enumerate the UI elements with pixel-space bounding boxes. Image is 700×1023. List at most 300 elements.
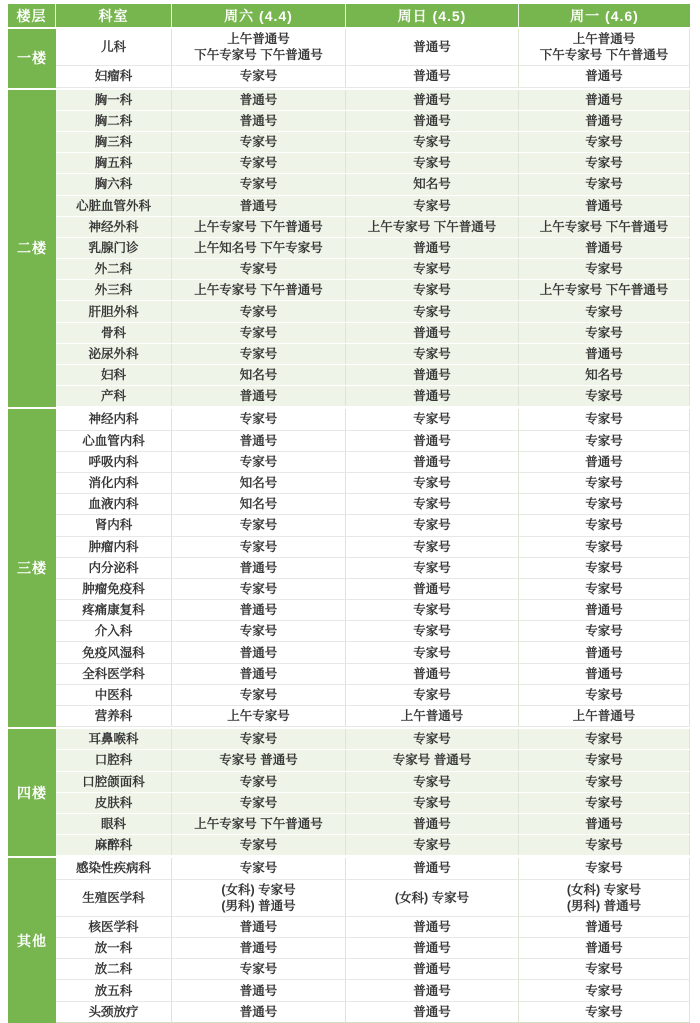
ticket-type-text: 普通号 <box>585 346 623 361</box>
ticket-type-cell <box>519 772 690 792</box>
ticket-type-text: 上午普通号 <box>227 32 290 47</box>
department-cell: 肾内科 <box>56 515 172 535</box>
ticket-type-text: 普通号 <box>413 368 451 383</box>
floor-rows <box>56 858 690 1023</box>
ticket-type-cell <box>172 90 346 110</box>
table-header-row <box>8 4 690 27</box>
ticket-type-text: 普通号 <box>239 941 278 956</box>
ticket-type-text: 专家号 <box>585 476 623 491</box>
ticket-type-cell <box>519 729 690 749</box>
floor-label: 二楼 <box>8 90 56 408</box>
department-cell: 外三科 <box>56 280 172 300</box>
ticket-type-text: 普通号 <box>413 433 451 448</box>
table-row <box>56 642 690 663</box>
table-row <box>56 153 690 174</box>
ticket-type-cell <box>519 280 690 300</box>
ticket-type-text: 普通号 <box>585 920 623 934</box>
ticket-type-cell <box>346 938 519 958</box>
ticket-type-text: 普通号 <box>413 92 451 107</box>
ticket-type-text: 普通号 <box>239 433 278 448</box>
ticket-type-cell <box>346 494 519 514</box>
ticket-type-text: 专家号 <box>585 177 623 192</box>
ticket-type-cell <box>346 515 519 535</box>
ticket-type-cell <box>172 537 346 557</box>
department-cell: 介入科 <box>56 621 172 641</box>
ticket-type-cell <box>346 66 519 86</box>
ticket-type-text: 普通号 <box>413 581 451 596</box>
table-row <box>56 814 690 835</box>
ticket-type-cell <box>172 111 346 131</box>
ticket-type-text: 专家号 <box>413 645 451 660</box>
department-cell: 头颈放疗 <box>56 1002 172 1022</box>
ticket-type-cell <box>519 814 690 834</box>
table-row <box>56 196 690 217</box>
department-cell: 感染性疾病科 <box>56 858 172 878</box>
ticket-type-cell <box>519 431 690 451</box>
ticket-type-text: 普通号 <box>239 92 278 107</box>
ticket-type-text: 普通号 <box>239 560 278 575</box>
ticket-type-cell <box>172 938 346 958</box>
ticket-type-text: 专家号 <box>585 838 623 853</box>
ticket-type-cell <box>519 793 690 813</box>
ticket-type-cell <box>346 259 519 279</box>
table-row <box>56 386 690 407</box>
department-cell: 消化内科 <box>56 473 172 493</box>
department-cell: 神经内科 <box>56 409 172 429</box>
ticket-type-text: 专家号 <box>413 476 451 491</box>
ticket-type-text: 上午专家号 下午普通号 <box>539 283 669 298</box>
ticket-type-text: 专家号 <box>585 861 623 876</box>
ticket-type-cell <box>346 664 519 684</box>
ticket-type-text: 专家号 <box>239 412 278 427</box>
ticket-type-text: 专家号 <box>413 346 451 361</box>
ticket-type-cell <box>519 473 690 493</box>
ticket-type-text: 普通号 <box>585 240 623 255</box>
ticket-type-text: 专家号 <box>585 412 623 427</box>
ticket-type-text: 上午普通号 <box>400 709 464 724</box>
department-cell: 眼科 <box>56 814 172 834</box>
table-row <box>56 938 690 959</box>
table-row <box>56 29 690 66</box>
ticket-type-cell <box>172 431 346 451</box>
ticket-type-cell <box>172 217 346 237</box>
ticket-type-text: 专家号 <box>413 412 451 427</box>
ticket-type-text: 普通号 <box>239 389 278 404</box>
ticket-type-text: 专家号 <box>413 560 451 575</box>
ticket-type-text: 专家号 <box>585 983 623 998</box>
ticket-type-text: 专家号 <box>239 69 278 84</box>
table-row <box>56 1002 690 1023</box>
ticket-type-text: 专家号 <box>585 732 623 747</box>
department-cell: 血液内科 <box>56 494 172 514</box>
ticket-type-text: 普通号 <box>585 817 623 832</box>
ticket-type-text: 专家号 <box>413 304 451 319</box>
ticket-type-cell <box>172 858 346 878</box>
table-row <box>56 452 690 473</box>
ticket-type-text: 上午普通号 <box>572 709 636 724</box>
ticket-type-text: 专家号 <box>239 861 278 876</box>
ticket-type-cell <box>519 90 690 110</box>
ticket-type-cell <box>172 917 346 937</box>
ticket-type-cell <box>172 153 346 173</box>
table-row <box>56 685 690 706</box>
ticket-type-text: 上午普通号 <box>572 32 636 47</box>
table-row <box>56 750 690 771</box>
floor-group <box>8 90 690 408</box>
ticket-type-text: 专家号 <box>413 518 451 533</box>
department-cell: 放二科 <box>56 959 172 979</box>
ticket-type-text: 专家号 <box>239 795 278 810</box>
ticket-type-cell <box>172 280 346 300</box>
ticket-type-cell <box>519 1002 690 1022</box>
ticket-type-text: 专家号 <box>239 838 278 853</box>
department-cell: 口腔颌面科 <box>56 772 172 792</box>
ticket-type-text: (男科) 普通号 <box>221 898 296 913</box>
ticket-type-cell <box>519 537 690 557</box>
ticket-type-cell <box>519 664 690 684</box>
ticket-type-text: 专家号 <box>239 135 278 150</box>
table-row <box>56 90 690 111</box>
ticket-type-cell <box>346 642 519 662</box>
ticket-type-cell <box>346 111 519 131</box>
ticket-type-text: 普通号 <box>413 240 451 255</box>
table-row <box>56 280 690 301</box>
ticket-type-text: 普通号 <box>413 113 451 128</box>
table-row <box>56 858 690 879</box>
header-sunday: 周日 (4.5) <box>346 4 519 27</box>
ticket-type-text: 专家号 <box>585 135 623 150</box>
ticket-type-cell <box>172 365 346 385</box>
ticket-type-cell <box>346 1002 519 1022</box>
ticket-type-text: 知名号 <box>239 368 278 383</box>
table-row <box>56 515 690 536</box>
table-row <box>56 66 690 87</box>
ticket-type-cell <box>519 196 690 216</box>
ticket-type-text: 专家号 <box>239 304 278 319</box>
floor-group <box>8 29 690 88</box>
table-row <box>56 980 690 1001</box>
ticket-type-text: 专家号 <box>413 795 451 810</box>
table-row <box>56 132 690 153</box>
table-row <box>56 537 690 558</box>
ticket-type-text: (女科) 专家号 <box>221 882 296 897</box>
ticket-type-text: 下午专家号 下午普通号 <box>539 48 669 63</box>
header-monday: 周一 (4.6) <box>519 4 690 27</box>
ticket-type-cell <box>519 515 690 535</box>
ticket-type-cell <box>346 600 519 620</box>
ticket-type-text: 专家号 <box>239 774 278 789</box>
department-cell: 营养科 <box>56 706 172 726</box>
ticket-type-text: 专家号 <box>413 497 451 512</box>
ticket-type-text: 专家号 <box>239 518 278 533</box>
ticket-type-text: 普通号 <box>413 983 451 998</box>
ticket-type-text: 普通号 <box>413 40 451 55</box>
department-cell: 泌尿外科 <box>56 344 172 364</box>
department-cell: 疼痛康复科 <box>56 600 172 620</box>
ticket-type-cell <box>346 217 519 237</box>
ticket-type-text: 专家号 <box>239 156 278 171</box>
ticket-type-cell <box>346 174 519 194</box>
ticket-type-cell <box>172 238 346 258</box>
table-row <box>56 217 690 238</box>
ticket-type-text: 专家号 <box>585 518 623 533</box>
ticket-type-cell <box>346 409 519 429</box>
table-row <box>56 600 690 621</box>
floor-group <box>8 729 690 856</box>
department-cell: 肿瘤内科 <box>56 537 172 557</box>
ticket-type-cell <box>346 706 519 726</box>
ticket-type-cell <box>346 90 519 110</box>
ticket-type-text: 普通号 <box>413 861 451 876</box>
ticket-type-text: 普通号 <box>585 603 623 618</box>
ticket-type-text: (女科) 专家号 <box>566 882 642 897</box>
ticket-type-text: 专家号 <box>413 774 451 789</box>
ticket-type-text: 普通号 <box>239 645 278 660</box>
ticket-type-text: 普通号 <box>239 666 278 681</box>
ticket-type-text: 专家号 <box>585 962 623 977</box>
ticket-type-text: 上午专家号 下午普通号 <box>194 219 323 234</box>
department-cell: 妇科 <box>56 365 172 385</box>
ticket-type-cell <box>346 772 519 792</box>
department-cell: 放五科 <box>56 980 172 1000</box>
ticket-type-cell <box>172 793 346 813</box>
ticket-type-text: 专家号 <box>413 539 451 554</box>
table-row <box>56 494 690 515</box>
ticket-type-cell <box>172 685 346 705</box>
department-cell: 放一科 <box>56 938 172 958</box>
ticket-type-text: 知名号 <box>585 368 623 383</box>
ticket-type-text: 专家号 <box>413 624 451 639</box>
ticket-type-cell <box>519 959 690 979</box>
ticket-type-cell <box>346 917 519 937</box>
ticket-type-text: 上午知名号 下午专家号 <box>194 240 323 255</box>
table-row <box>56 664 690 685</box>
table-row <box>56 365 690 386</box>
ticket-type-text: 专家号 <box>413 838 451 853</box>
ticket-type-cell <box>346 473 519 493</box>
ticket-type-cell <box>172 494 346 514</box>
department-cell: 心脏血管外科 <box>56 196 172 216</box>
header-department: 科室 <box>56 4 172 27</box>
floor-group <box>8 409 690 727</box>
ticket-type-cell <box>172 344 346 364</box>
ticket-type-cell <box>519 858 690 878</box>
ticket-type-text: 专家号 <box>585 325 623 340</box>
ticket-type-cell <box>346 29 519 65</box>
department-cell: 产科 <box>56 386 172 406</box>
ticket-type-cell <box>172 515 346 535</box>
ticket-type-cell <box>172 473 346 493</box>
floor-rows <box>56 409 690 727</box>
ticket-type-cell <box>172 386 346 406</box>
department-cell: 儿科 <box>56 29 172 65</box>
ticket-type-cell <box>519 238 690 258</box>
ticket-type-cell <box>519 386 690 406</box>
ticket-type-text: 普通号 <box>239 603 278 618</box>
table-row <box>56 621 690 642</box>
department-cell: 内分泌科 <box>56 558 172 578</box>
ticket-type-cell <box>346 980 519 1000</box>
ticket-type-cell <box>519 132 690 152</box>
ticket-type-cell <box>346 344 519 364</box>
table-row <box>56 259 690 280</box>
ticket-type-cell <box>172 621 346 641</box>
ticket-type-text: 专家号 <box>413 687 451 702</box>
ticket-type-text: (男科) 普通号 <box>566 898 642 913</box>
table-row <box>56 772 690 793</box>
table-row <box>56 835 690 856</box>
ticket-type-text: 专家号 <box>585 581 623 596</box>
schedule-table <box>8 4 690 1023</box>
ticket-type-text: 普通号 <box>413 389 451 404</box>
department-cell: 心血管内科 <box>56 431 172 451</box>
ticket-type-text: 知名号 <box>413 177 451 192</box>
floor-label: 三楼 <box>8 409 56 727</box>
ticket-type-cell <box>346 365 519 385</box>
ticket-type-cell <box>172 259 346 279</box>
ticket-type-text: 专家号 <box>585 1004 623 1019</box>
ticket-type-text: 专家号 <box>585 262 623 277</box>
ticket-type-cell <box>519 323 690 343</box>
ticket-type-text: 上午专家号 下午普通号 <box>194 283 323 298</box>
floor-label: 其他 <box>8 858 56 1023</box>
ticket-type-cell <box>519 409 690 429</box>
ticket-type-cell <box>346 196 519 216</box>
department-cell: 核医学科 <box>56 917 172 937</box>
department-cell: 口腔科 <box>56 750 172 770</box>
ticket-type-text: 普通号 <box>585 645 623 660</box>
ticket-type-cell <box>519 558 690 578</box>
ticket-type-text: 普通号 <box>413 920 451 934</box>
floor-group <box>8 858 690 1023</box>
ticket-type-text: 专家号 <box>239 177 278 192</box>
table-row <box>56 473 690 494</box>
table-row <box>56 111 690 132</box>
floor-rows <box>56 90 690 408</box>
department-cell: 生殖医学科 <box>56 880 172 916</box>
ticket-type-cell <box>346 835 519 855</box>
department-cell: 肝胆外科 <box>56 301 172 321</box>
table-row <box>56 431 690 452</box>
department-cell: 神经外科 <box>56 217 172 237</box>
ticket-type-cell <box>519 494 690 514</box>
header-saturday: 周六 (4.4) <box>172 4 346 27</box>
ticket-type-text: 普通号 <box>585 666 623 681</box>
ticket-type-cell <box>519 685 690 705</box>
ticket-type-text: 普通号 <box>413 454 451 469</box>
ticket-type-cell <box>519 153 690 173</box>
ticket-type-text: 普通号 <box>239 113 278 128</box>
ticket-type-text: 下午专家号 下午普通号 <box>194 48 323 63</box>
ticket-type-cell <box>346 301 519 321</box>
ticket-type-text: 专家号 <box>413 135 451 150</box>
ticket-type-cell <box>346 880 519 916</box>
ticket-type-cell <box>519 29 690 65</box>
ticket-type-cell <box>346 959 519 979</box>
ticket-type-text: 专家号 <box>585 560 623 575</box>
department-cell: 外二科 <box>56 259 172 279</box>
floor-rows <box>56 29 690 88</box>
ticket-type-cell <box>346 323 519 343</box>
ticket-type-text: 普通号 <box>239 198 278 213</box>
ticket-type-cell <box>519 344 690 364</box>
table-row <box>56 880 690 917</box>
department-cell: 乳腺门诊 <box>56 238 172 258</box>
ticket-type-cell <box>519 706 690 726</box>
ticket-type-text: 专家号 <box>239 325 278 340</box>
ticket-type-text: 专家号 <box>585 624 623 639</box>
ticket-type-text: 专家号 <box>585 687 623 702</box>
table-row <box>56 558 690 579</box>
ticket-type-text: 专家号 <box>585 433 623 448</box>
ticket-type-text: 专家号 <box>585 795 623 810</box>
ticket-type-text: 知名号 <box>239 476 278 491</box>
ticket-type-text: 专家号 <box>585 304 623 319</box>
ticket-type-text: 专家号 <box>413 283 451 298</box>
ticket-type-text: 普通号 <box>239 1004 278 1019</box>
ticket-type-cell <box>519 980 690 1000</box>
ticket-type-text: 上午专家号 下午普通号 <box>539 219 669 234</box>
ticket-type-text: 普通号 <box>413 1004 451 1019</box>
ticket-type-cell <box>519 365 690 385</box>
ticket-type-cell <box>172 835 346 855</box>
ticket-type-cell <box>519 621 690 641</box>
ticket-type-cell <box>346 814 519 834</box>
ticket-type-cell <box>519 600 690 620</box>
ticket-type-cell <box>172 959 346 979</box>
department-cell: 胸三科 <box>56 132 172 152</box>
ticket-type-text: 专家号 <box>585 774 623 789</box>
table-row <box>56 959 690 980</box>
ticket-type-text: 专家号 <box>585 389 623 404</box>
table-row <box>56 917 690 938</box>
table-row <box>56 344 690 365</box>
ticket-type-cell <box>172 174 346 194</box>
ticket-type-cell <box>346 621 519 641</box>
ticket-type-text: 普通号 <box>585 113 623 128</box>
ticket-type-text: 普通号 <box>239 983 278 998</box>
department-cell: 骨科 <box>56 323 172 343</box>
ticket-type-cell <box>172 323 346 343</box>
ticket-type-text: 专家号 <box>413 732 451 747</box>
ticket-type-text: 专家号 <box>239 732 278 747</box>
ticket-type-text: 专家号 <box>239 346 278 361</box>
ticket-type-cell <box>172 409 346 429</box>
ticket-type-cell <box>519 111 690 131</box>
ticket-type-cell <box>519 452 690 472</box>
ticket-type-cell <box>172 642 346 662</box>
ticket-type-cell <box>346 858 519 878</box>
ticket-type-cell <box>519 66 690 86</box>
floor-label: 四楼 <box>8 729 56 856</box>
ticket-type-cell <box>346 452 519 472</box>
ticket-type-cell <box>172 558 346 578</box>
department-cell: 胸六科 <box>56 174 172 194</box>
table-row <box>56 729 690 750</box>
ticket-type-text: 专家号 普通号 <box>219 753 298 768</box>
ticket-type-text: 专家号 <box>413 262 451 277</box>
ticket-type-cell <box>346 238 519 258</box>
ticket-type-text: 专家号 <box>585 539 623 554</box>
ticket-type-cell <box>172 729 346 749</box>
ticket-type-cell <box>519 917 690 937</box>
ticket-type-cell <box>519 217 690 237</box>
ticket-type-text: 专家号 <box>239 687 278 702</box>
department-cell: 胸二科 <box>56 111 172 131</box>
ticket-type-cell <box>172 132 346 152</box>
ticket-type-cell <box>519 579 690 599</box>
ticket-type-cell <box>519 259 690 279</box>
